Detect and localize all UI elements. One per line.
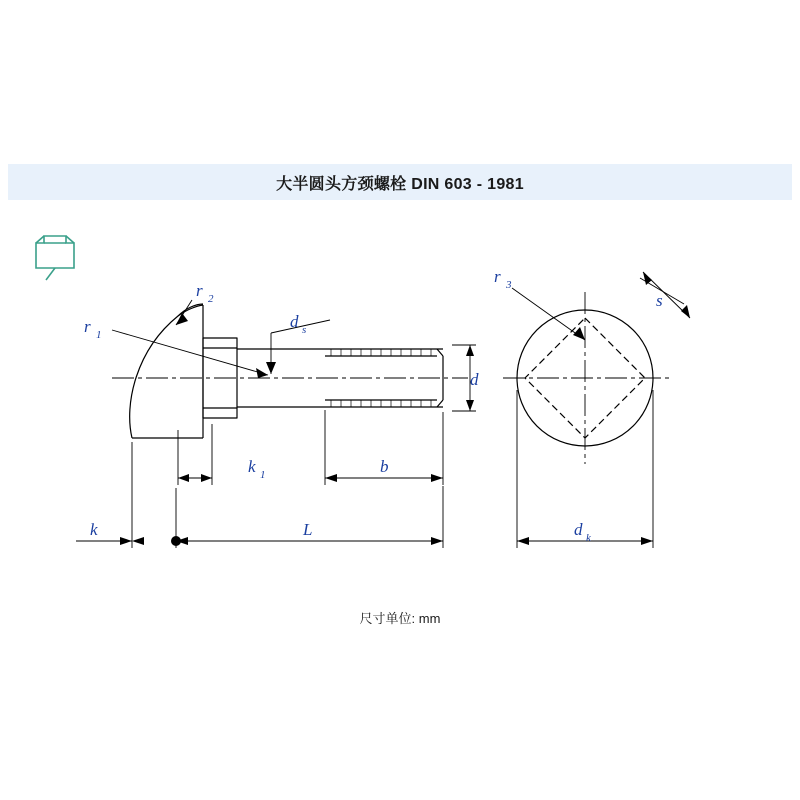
dimension-lines bbox=[76, 272, 690, 548]
label-r3-sub: 3 bbox=[506, 279, 512, 291]
label-r3: r bbox=[494, 267, 501, 286]
label-d: d bbox=[470, 370, 479, 389]
label-ds: d bbox=[290, 312, 299, 331]
label-k1-sub: 1 bbox=[260, 469, 266, 481]
label-dk-sub: k bbox=[586, 532, 591, 544]
label-dk: d bbox=[574, 520, 583, 539]
label-r1-sub: 1 bbox=[96, 329, 102, 341]
label-s: s bbox=[656, 291, 663, 310]
label-r2-sub: 2 bbox=[208, 293, 214, 305]
label-b: b bbox=[380, 457, 389, 476]
page-title: 大半圆头方颈螺栓 DIN 603 - 1981 bbox=[276, 175, 524, 193]
label-L: L bbox=[303, 520, 313, 539]
units-caption: 尺寸单位: mm bbox=[359, 611, 441, 626]
label-r2: r bbox=[196, 281, 203, 300]
label-r1: r bbox=[84, 317, 91, 336]
label-k: k bbox=[90, 520, 98, 539]
label-k1: k bbox=[248, 457, 256, 476]
end-view-centerlines bbox=[503, 292, 670, 464]
pushpin-icon bbox=[36, 236, 74, 280]
label-ds-sub: s bbox=[302, 324, 307, 336]
